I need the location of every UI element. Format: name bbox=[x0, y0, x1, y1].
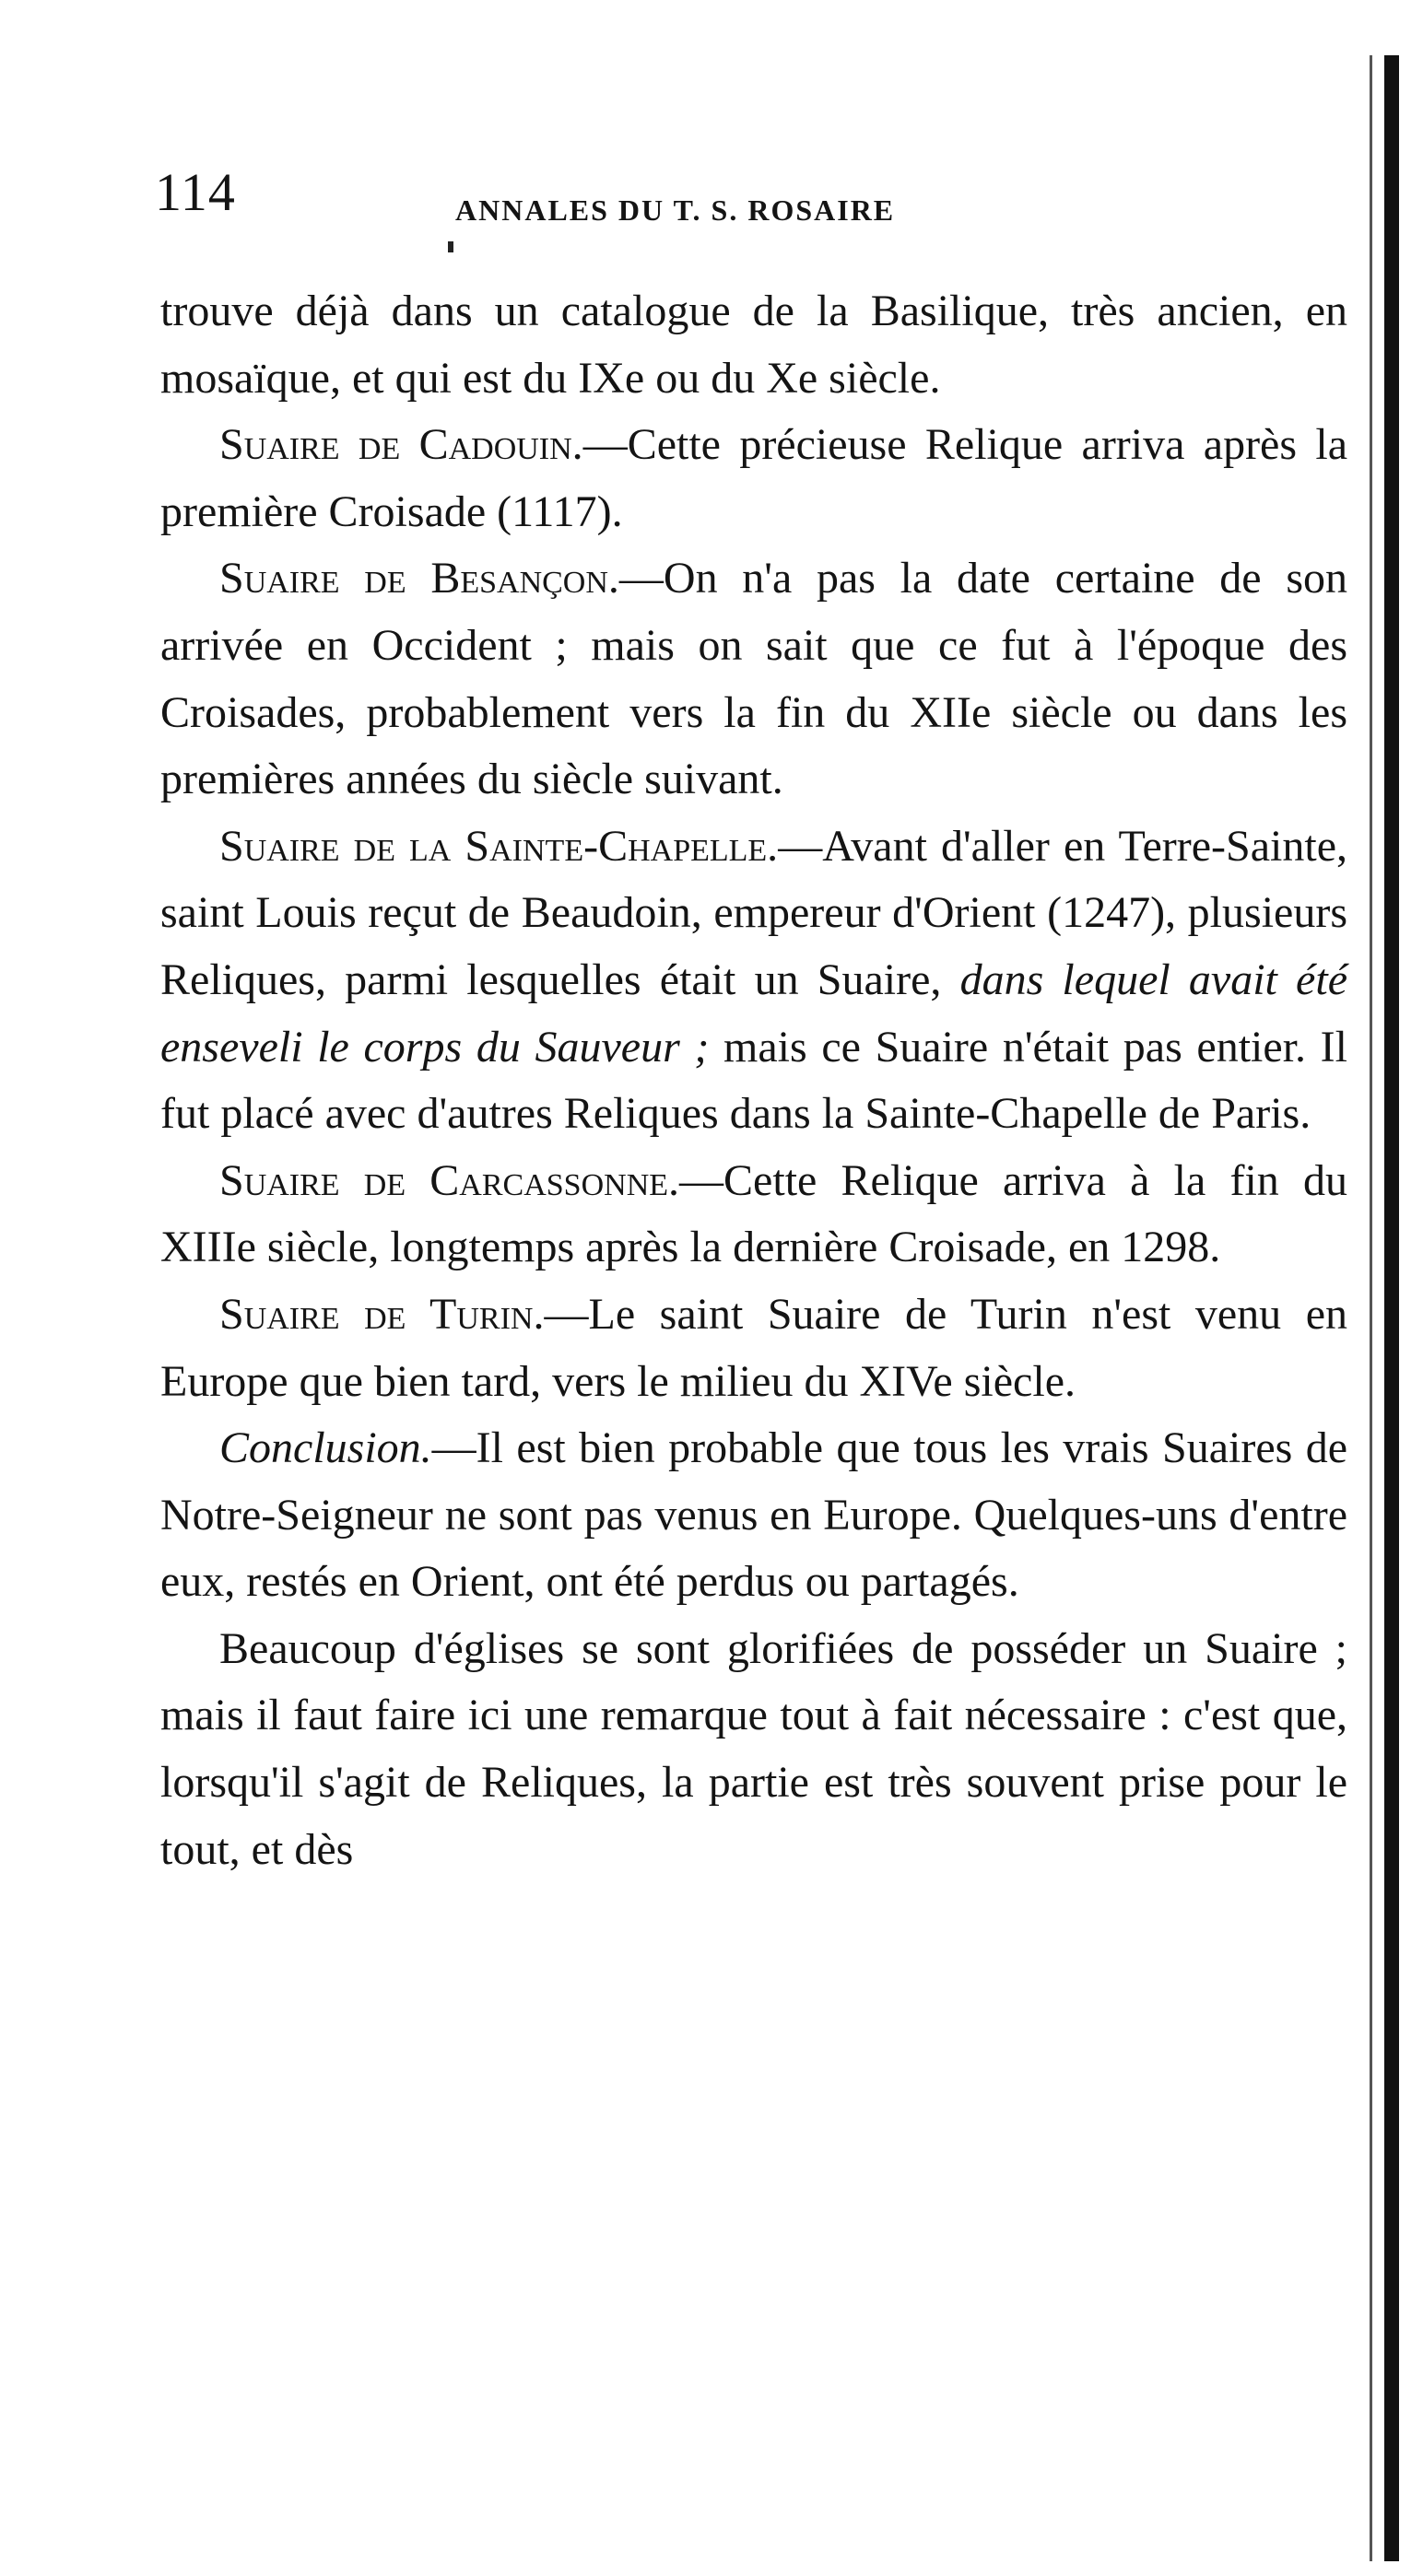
paragraph-beaucoup: Beaucoup d'églises se sont glorifiées de posséder un Suaire ; mais il faut faire ici une remarque tout à fait nécessaire : c'est que, lorsqu'il s'agit de Reliques, la partie est très souvent prise pour le tout, et dès bbox=[160, 1623, 1347, 1874]
paragraph-text: —On n'a pas la date certaine de son arrivée en Occident ; mais on sait que ce fut à l'époque des Croisades, probablement vers la fin du XIIe siècle ou dans les premières années du siècle suivant. bbox=[160, 554, 1347, 804]
paragraph-suaire-carcassonne bbox=[160, 1148, 1347, 1282]
body-text bbox=[160, 278, 1347, 1883]
paragraph-text: mais ce Suaire n'était pas entier. Il fut placé avec d'autres Reliques dans la Sainte-Chapelle de Paris. bbox=[160, 1022, 1347, 1139]
paragraph-text: —Avant d'aller en Terre-Sainte, saint Louis reçut de Beaudoin, empereur d'Orient (1247), plusieurs Reliques, parmi lesquelles était un Suaire, bbox=[160, 821, 1347, 1004]
paragraph-text: —Le saint Suaire de Turin n'est venu en Europe que bien tard, vers le milieu du XIVe siècle. bbox=[160, 1289, 1347, 1406]
paragraph-suaire-sainte-chapelle bbox=[160, 814, 1347, 1148]
paragraph-continuation: trouve déjà dans un catalogue de la Basilique, très ancien, en mosaïque, et qui est du IXe ou du Xe siècle. bbox=[160, 287, 1347, 403]
section-heading: Suaire de Turin. bbox=[219, 1289, 545, 1339]
page-edge-line bbox=[1370, 55, 1372, 2561]
paragraph-text: —Cette précieuse Relique arriva après la première Croisade (1117). bbox=[160, 420, 1348, 536]
running-title: ANNALES DU T. S. ROSAIRE bbox=[455, 193, 896, 227]
paragraph-text: —Il est bien probable que tous les vrais Suaires de Notre-Seigneur ne sont pas venus en Europe. Quelques-uns d'entre eux, restés en Orient, ont été perdus ou partagés. bbox=[160, 1423, 1347, 1607]
paragraph-suaire-besancon bbox=[160, 545, 1347, 813]
paragraph-text: —Cette Relique arriva à la fin du XIIIe siècle, longtemps après la dernière Croisade, en 1298. bbox=[160, 1155, 1347, 1272]
paragraph-suaire-cadouin bbox=[160, 412, 1347, 545]
section-heading: Suaire de la Sainte-Chapelle. bbox=[219, 821, 779, 871]
print-mark bbox=[448, 241, 453, 252]
section-heading: Suaire de Carcassonne. bbox=[219, 1155, 680, 1205]
paragraph-conclusion bbox=[160, 1415, 1347, 1616]
section-heading: Conclusion. bbox=[219, 1423, 432, 1473]
page-number: 114 bbox=[155, 162, 236, 222]
paragraph-suaire-turin bbox=[160, 1282, 1347, 1415]
page-edge-shadow bbox=[1384, 55, 1399, 2561]
italic-quote: dans lequel avait été enseveli le corps du Sauveur ; bbox=[160, 954, 1347, 1071]
section-heading: Suaire de Cadouin. bbox=[219, 420, 583, 470]
section-heading: Suaire de Besançon. bbox=[219, 554, 619, 603]
